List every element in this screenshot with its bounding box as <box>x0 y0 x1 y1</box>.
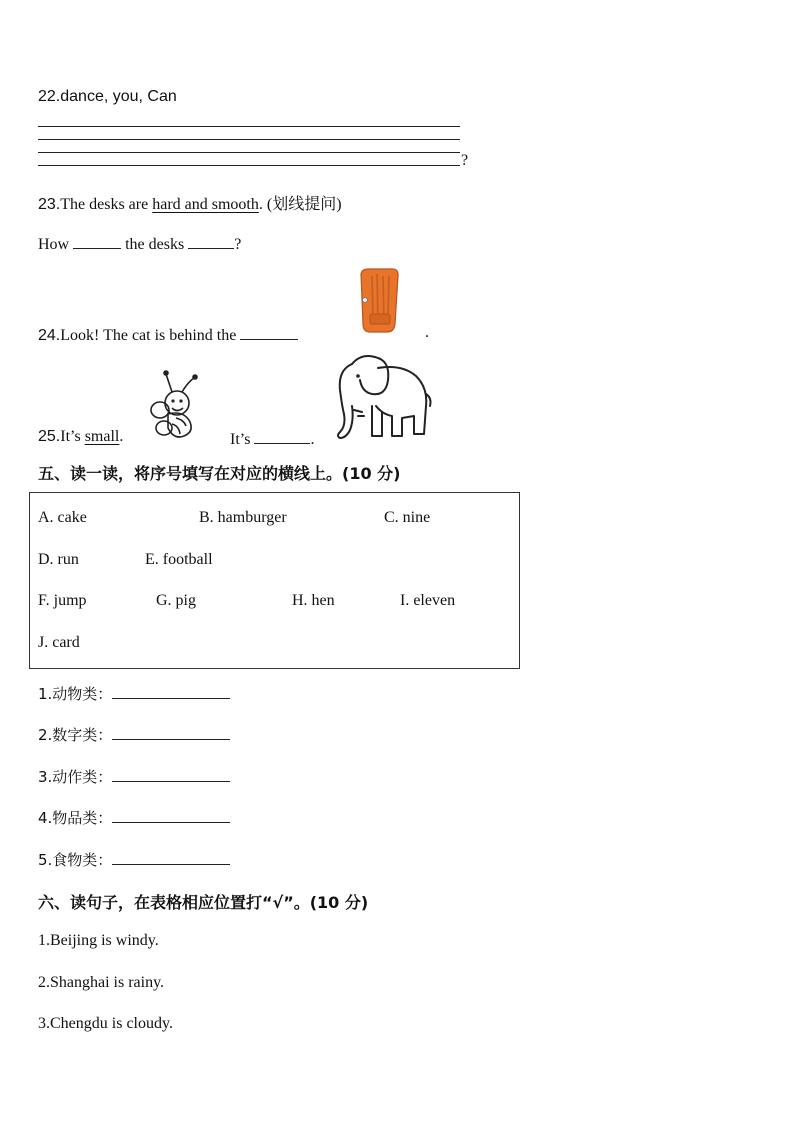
sentence-3: 3.Chengdu is cloudy. <box>38 1015 173 1032</box>
option-a: A. cake <box>38 509 87 526</box>
fill-blank[interactable] <box>112 766 230 782</box>
sentence-2: 2.Shanghai is rainy. <box>38 974 165 991</box>
category-label: 1.动物类： <box>38 685 113 703</box>
fill-blank[interactable] <box>188 233 234 249</box>
fill-blank[interactable] <box>112 849 230 865</box>
option-e: E. football <box>145 551 213 568</box>
question-25-second <box>230 428 314 449</box>
question-number: 24. <box>38 327 61 344</box>
question-22-end-mark: ? <box>461 152 469 169</box>
answer-line-2[interactable] <box>38 139 460 140</box>
fill-blank[interactable] <box>254 428 310 444</box>
fill-blank[interactable] <box>240 324 298 340</box>
question-number: 25. <box>38 428 61 445</box>
fill-blank[interactable] <box>73 233 121 249</box>
question-25-suffix: . <box>119 428 124 445</box>
elephant-icon <box>332 350 434 442</box>
option-h: H. hen <box>292 592 335 609</box>
door-icon <box>356 268 402 334</box>
question-23-answer <box>38 233 241 254</box>
answer-line-3[interactable] <box>38 152 460 153</box>
question-25-end-mark: . <box>310 431 315 448</box>
category-actions <box>38 766 230 787</box>
category-label: 2.数字类： <box>38 726 113 744</box>
question-23 <box>38 191 342 214</box>
question-25-prefix: It’s <box>60 428 85 445</box>
question-22-prompt: dance, you, Can <box>60 88 177 105</box>
underlined-phrase: hard and smooth <box>152 196 259 213</box>
question-number: 22. <box>38 88 61 105</box>
option-c: C. nine <box>384 509 431 526</box>
option-d: D. run <box>38 551 79 568</box>
sentence-1: 1.Beijing is windy. <box>38 932 159 949</box>
option-j: J. card <box>38 634 80 651</box>
answer-end: ? <box>234 236 242 253</box>
answer-line-1[interactable] <box>38 126 460 127</box>
option-g: G. pig <box>156 592 196 609</box>
category-animals <box>38 683 230 704</box>
question-23-suffix: . (划线提问) <box>258 196 342 213</box>
fill-blank[interactable] <box>112 807 230 823</box>
question-22 <box>38 88 177 106</box>
category-label: 3.动作类： <box>38 768 113 786</box>
category-numbers <box>38 724 230 745</box>
answer-mid: the desks <box>121 236 189 253</box>
bee-icon <box>146 370 208 442</box>
question-24 <box>38 324 298 345</box>
fill-blank[interactable] <box>112 683 230 699</box>
question-number: 23. <box>38 196 61 213</box>
option-f: F. jump <box>38 592 87 609</box>
answer-line-4[interactable] <box>38 165 460 166</box>
answer-start: How <box>38 236 74 253</box>
fill-blank[interactable] <box>112 724 230 740</box>
category-food <box>38 849 230 870</box>
option-b: B. hamburger <box>199 509 287 526</box>
category-objects <box>38 807 230 828</box>
section-5-title: 五、读一读，将序号填写在对应的横线上。(10 分) <box>38 464 401 483</box>
underlined-word: small <box>84 428 120 445</box>
question-24-end-mark: . <box>425 324 429 341</box>
option-i: I. eleven <box>400 592 456 609</box>
question-23-prefix: The desks are <box>60 196 153 213</box>
question-24-prompt: Look! The cat is behind the <box>60 327 241 344</box>
category-label: 4.物品类： <box>38 809 113 827</box>
question-25-second-prefix: It’s <box>230 431 255 448</box>
question-25 <box>38 428 123 446</box>
section-6-title: 六、读句子，在表格相应位置打“√”。(10 分) <box>38 893 369 912</box>
category-label: 5.食物类： <box>38 851 113 869</box>
